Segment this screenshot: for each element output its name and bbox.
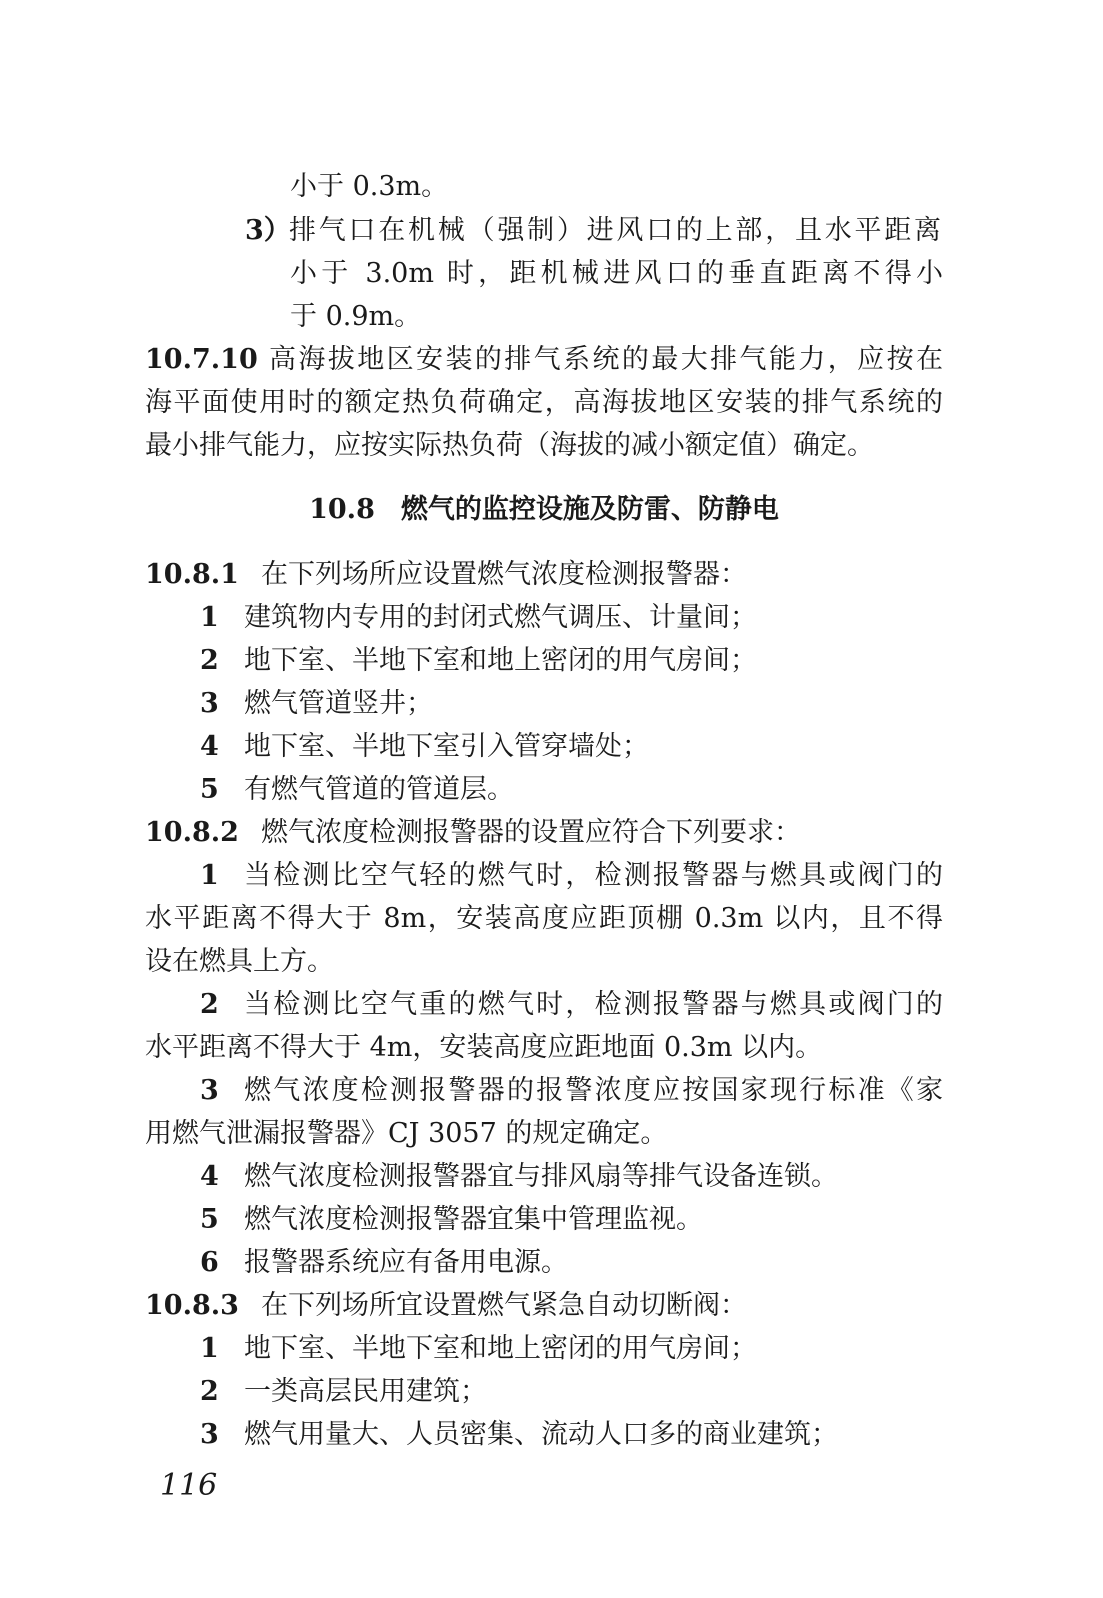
list-item: 6 报警器系统应有备用电源。 [200,1247,568,1278]
sub-item-3 [245,211,941,251]
clause-text: 在下列场所应设置燃气浓度检测报警器： [261,559,747,590]
text-line: 最小排气能力，应按实际热负荷（海拔的减小额定值）确定。 [145,430,874,461]
clause-10-8-2 [145,813,801,853]
clause-text: 高海拔地区安装的排气系统的最大排气能力，应按在 [269,344,943,375]
list-item: 3 燃气用量大、人员密集、流动人口多的商业建筑； [200,1419,838,1450]
text-line: 用燃气泄漏报警器》CJ 3057 的规定确定。 [145,1118,668,1149]
list-item: 2 地下室、半地下室和地上密闭的用气房间； [200,645,757,676]
list-item: 5 燃气浓度检测报警器宜集中管理监视。 [200,1204,703,1235]
clause-10-8-3 [145,1286,747,1326]
clause-number: 10.7.10 [145,344,258,375]
sub-item-number: 3） [245,215,291,246]
list-item: 3 燃气浓度检测报警器的报警浓度应按国家现行标准《家 [200,1075,943,1106]
list-item: 1 地下室、半地下室和地上密闭的用气房间； [200,1333,757,1364]
text-line: 海平面使用时的额定热负荷确定，高海拔地区安装的排气系统的 [145,387,943,418]
text-line: 于 0.9m。 [290,301,422,332]
clause-text: 燃气浓度检测报警器的设置应符合下列要求： [261,817,801,848]
text-line: 设在燃具上方。 [145,946,334,977]
section-heading [145,490,943,530]
sub-item-text: 排气口在机械（强制）进风口的上部，且水平距离 [289,215,941,246]
text-line: 小于 0.3m。 [290,171,449,202]
clause-text: 在下列场所宜设置燃气紧急自动切断阀： [261,1290,747,1321]
text-line: 水平距离不得大于 4m，安装高度应距地面 0.3m 以内。 [145,1032,823,1063]
list-item: 2 一类高层民用建筑； [200,1376,487,1407]
list-item: 4 燃气浓度检测报警器宜与排风扇等排气设备连锁。 [200,1161,838,1192]
list-item: 4 地下室、半地下室引入管穿墙处； [200,731,649,762]
list-item: 1 建筑物内专用的封闭式燃气调压、计量间； [200,602,757,633]
section-title: 燃气的监控设施及防雷、防静电 [400,494,779,525]
clause-number: 10.8.2 [145,817,239,848]
list-item: 2 当检测比空气重的燃气时，检测报警器与燃具或阀门的 [200,989,943,1020]
clause-10-7-10 [145,340,943,380]
page-number: 116 [160,1468,218,1503]
list-item: 5 有燃气管道的管道层。 [200,774,514,805]
clause-number: 10.8.3 [145,1290,239,1321]
text-line: 小于 3.0m 时，距机械进风口的垂直距离不得小 [290,258,943,289]
clause-number: 10.8.1 [145,559,239,590]
section-number: 10.8 [309,494,375,525]
clause-10-8-1 [145,555,747,595]
list-item: 1 当检测比空气轻的燃气时，检测报警器与燃具或阀门的 [200,860,943,891]
text-line: 水平距离不得大于 8m，安装高度应距顶棚 0.3m 以内，且不得 [145,903,943,934]
list-item: 3 燃气管道竖井； [200,688,433,719]
